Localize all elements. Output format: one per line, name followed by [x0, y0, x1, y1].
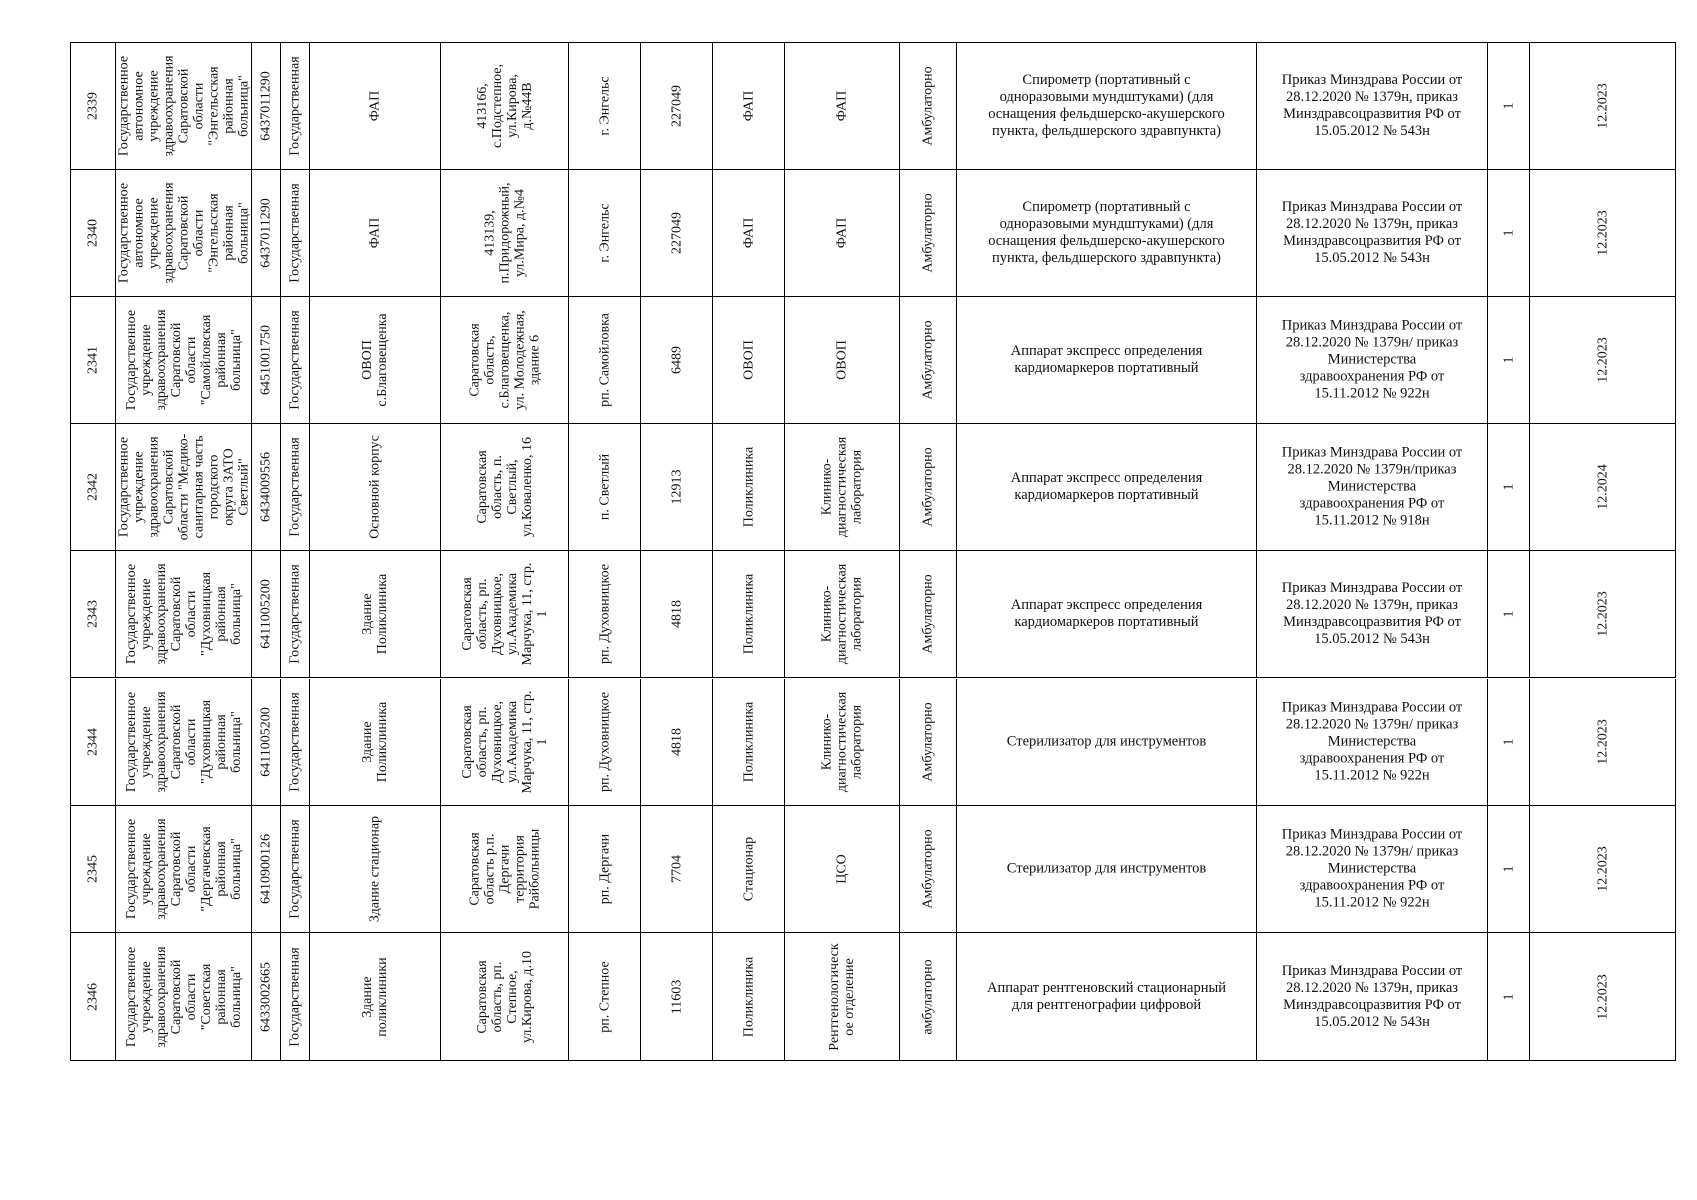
- quantity-cell: [1488, 170, 1530, 296]
- care-mode-cell-text: амбулаторно: [920, 958, 936, 1035]
- care-mode-cell-text: Амбулаторно: [920, 447, 936, 527]
- facility-type-cell: [713, 43, 785, 169]
- facility-type-cell-text: Стационар: [741, 836, 756, 902]
- equipment-cell: [957, 424, 1257, 550]
- address-cell: [441, 170, 569, 296]
- unit-cell: [785, 933, 900, 1060]
- inn-cell: [252, 679, 281, 805]
- care-mode-cell: [900, 170, 957, 296]
- care-mode-cell-text: Амбулаторно: [920, 320, 936, 400]
- facility-type-cell: [713, 806, 785, 932]
- address-cell-text: Саратовская область, с.Благовещенка, ул. Молодежная, здание 6: [467, 310, 542, 410]
- population-cell: [641, 933, 713, 1060]
- building-cell: [310, 424, 441, 550]
- quantity-cell-text: 1: [1501, 229, 1516, 237]
- building-cell: [310, 170, 441, 296]
- facility-type-cell: [713, 424, 785, 550]
- care-mode-cell: [900, 933, 957, 1060]
- building-cell-text: ФАП: [367, 217, 383, 249]
- equipment-cell-text: Аппарат экспресс определения кардиомаркеров портативный: [1010, 597, 1203, 630]
- inn-cell: [252, 933, 281, 1060]
- inn-cell-text: 6411005200: [258, 579, 274, 649]
- ownership-cell: [281, 806, 310, 932]
- organization-cell-text: Государственное учреждение здравоохранения Саратовской области "Медико- санитарная часть городского округа ЗАТО Светлый": [116, 433, 251, 541]
- row-number-cell-text: 2339: [85, 92, 101, 120]
- organization-cell-text: Государственное учреждение здравоохранения Саратовской области "Советская районная больница": [123, 945, 244, 1048]
- population-cell-text: 7704: [669, 855, 684, 883]
- inn-cell-text: 6437011290: [258, 198, 274, 268]
- population-cell: [641, 424, 713, 550]
- unit-cell-text: ОВОП: [834, 340, 850, 380]
- address-cell: [441, 297, 569, 423]
- address-cell-text: Саратовская область р.п. Дергачи территория Райбольницы: [467, 828, 542, 910]
- building-cell-text: ФАП: [367, 90, 383, 122]
- table-row: [71, 43, 1676, 170]
- ownership-cell-text: Государственная: [287, 310, 303, 410]
- equipment-cell-text: Стерилизатор для инструментов: [1006, 860, 1207, 877]
- quantity-cell-text: 1: [1501, 993, 1516, 1000]
- equipment-cell: [957, 679, 1257, 805]
- order-cell: [1257, 297, 1488, 423]
- facility-type-cell-text: ОВОП: [741, 340, 756, 380]
- unit-cell: [785, 297, 900, 423]
- population-cell: [641, 297, 713, 423]
- ownership-cell-text: Государственная: [287, 56, 303, 156]
- inn-cell: [252, 551, 281, 677]
- order-cell: [1257, 933, 1488, 1060]
- date-cell-text: 12.2023: [1595, 719, 1610, 765]
- date-cell: [1530, 43, 1676, 169]
- row-number-cell: [71, 43, 116, 169]
- population-cell: [641, 43, 713, 169]
- town-cell-text: рп. Духовницкое: [597, 563, 612, 665]
- town-cell: [569, 933, 641, 1060]
- care-mode-cell-text: Амбулаторно: [920, 193, 936, 273]
- care-mode-cell: [900, 806, 957, 932]
- unit-cell: [785, 679, 900, 805]
- care-mode-cell-text: Амбулаторно: [920, 574, 936, 654]
- row-number-cell: [71, 424, 116, 550]
- facility-type-cell: [713, 297, 785, 423]
- address-cell-text: Саратовская область, п. Светлый, ул.Коваленко, 16: [474, 436, 535, 538]
- ownership-cell: [281, 679, 310, 805]
- equipment-cell: [957, 933, 1257, 1060]
- inn-cell: [252, 43, 281, 169]
- organization-cell: [116, 933, 252, 1060]
- address-cell: [441, 43, 569, 169]
- ownership-cell-text: Государственная: [287, 183, 303, 283]
- inn-cell-text: 6411005200: [258, 707, 274, 777]
- equipment-cell-text: Аппарат рентгеновский стационарный для рентгенографии цифровой: [987, 979, 1226, 1013]
- unit-cell-text: Клинико- диагностическая лаборатория: [819, 691, 865, 793]
- population-cell-text: 11603: [669, 979, 684, 1014]
- quantity-cell-text: 1: [1501, 610, 1516, 618]
- facility-type-cell: [713, 551, 785, 677]
- facility-type-cell-text: ФАП: [741, 217, 756, 249]
- care-mode-cell: [900, 297, 957, 423]
- ownership-cell-text: Государственная: [287, 819, 303, 919]
- order-cell-text: Приказ Минздрава России от 28.12.2020 № 1379н/ приказ Министерства здравоохранения РФ от 15.11.2012 № 922н: [1281, 699, 1463, 784]
- equipment-cell: [957, 806, 1257, 932]
- date-cell: [1530, 170, 1676, 296]
- order-cell-text: Приказ Минздрава России от 28.12.2020 № 1379н, приказ Минздравсоцразвития РФ от 15.05.2012 № 543н: [1281, 580, 1463, 647]
- town-cell-text: рп. Самойловка: [597, 313, 612, 407]
- row-number-cell-text: 2340: [85, 219, 101, 247]
- address-cell: [441, 806, 569, 932]
- date-cell-text: 12.2023: [1595, 846, 1610, 892]
- table-row: [71, 297, 1676, 424]
- row-number-cell: [71, 297, 116, 423]
- quantity-cell: [1488, 297, 1530, 423]
- row-number-cell: [71, 806, 116, 932]
- ownership-cell: [281, 170, 310, 296]
- care-mode-cell-text: Амбулаторно: [920, 829, 936, 909]
- order-cell: [1257, 679, 1488, 805]
- unit-cell-text: ЦСО: [834, 854, 850, 884]
- population-cell: [641, 679, 713, 805]
- organization-cell-text: Государственное учреждение здравоохранения Саратовской области "Дергачевская районная больница": [123, 818, 244, 920]
- order-cell-text: Приказ Минздрава России от 28.12.2020 № 1379н/ приказ Министерства здравоохранения РФ от 15.11.2012 № 922н: [1281, 826, 1463, 911]
- organization-cell: [116, 424, 252, 550]
- facility-type-cell-text: Поликлиника: [741, 956, 756, 1037]
- building-cell-text: Здание Поликлиника: [360, 701, 390, 783]
- building-cell-text: Здание стационар: [367, 815, 383, 923]
- town-cell: [569, 806, 641, 932]
- population-cell-text: 227049: [669, 85, 684, 127]
- population-cell: [641, 806, 713, 932]
- facility-type-cell-text: Поликлиника: [741, 573, 756, 655]
- town-cell-text: г. Энгельс: [597, 76, 612, 136]
- address-cell-text: 413166, с.Подстепное, ул.Кирова, д.№44В: [474, 64, 535, 148]
- table-row: [71, 933, 1676, 1061]
- population-cell: [641, 170, 713, 296]
- town-cell: [569, 424, 641, 550]
- ownership-cell: [281, 551, 310, 677]
- town-cell: [569, 297, 641, 423]
- unit-cell: [785, 424, 900, 550]
- equipment-cell-text: Спирометр (портативный с одноразовыми мундштуками) (для оснащения фельдшерско-акушерского пункта, фельдшерского здравпункта): [988, 199, 1225, 266]
- facility-type-cell-text: Поликлиника: [741, 446, 756, 528]
- care-mode-cell-text: Амбулаторно: [920, 66, 936, 146]
- building-cell: [310, 43, 441, 169]
- quantity-cell: [1488, 679, 1530, 805]
- equipment-cell: [957, 170, 1257, 296]
- ownership-cell-text: Государственная: [287, 946, 303, 1047]
- building-cell: [310, 297, 441, 423]
- unit-cell-text: Рентгенологическ ое отделение: [827, 942, 857, 1051]
- ownership-cell: [281, 43, 310, 169]
- unit-cell-text: ФАП: [834, 90, 850, 122]
- ownership-cell-text: Государственная: [287, 437, 303, 537]
- facility-type-cell: [713, 933, 785, 1060]
- inn-cell-text: 6434009556: [258, 452, 274, 522]
- ownership-cell: [281, 933, 310, 1060]
- equipment-cell-text: Аппарат экспресс определения кардиомаркеров портативный: [1010, 470, 1203, 503]
- town-cell-text: рп. Степное: [597, 960, 612, 1033]
- date-cell: [1530, 297, 1676, 423]
- quantity-cell-text: 1: [1501, 865, 1516, 873]
- table-row: [71, 424, 1676, 551]
- town-cell-text: рп. Дергачи: [597, 833, 612, 905]
- care-mode-cell: [900, 551, 957, 677]
- organization-cell: [116, 679, 252, 805]
- address-cell: [441, 424, 569, 550]
- inn-cell: [252, 806, 281, 932]
- quantity-cell: [1488, 43, 1530, 169]
- table-row: [71, 806, 1676, 933]
- building-cell: [310, 933, 441, 1060]
- unit-cell-text: Клинико- диагностическая лаборатория: [819, 436, 865, 538]
- equipment-cell: [957, 297, 1257, 423]
- order-cell-text: Приказ Минздрава России от 28.12.2020 № 1379н/приказ Министерства здравоохранения РФ от 15.11.2012 № 918н: [1281, 444, 1463, 529]
- row-number-cell-text: 2342: [85, 473, 101, 501]
- inn-cell: [252, 170, 281, 296]
- date-cell-text: 12.2023: [1595, 83, 1610, 129]
- address-cell-text: Саратовская область, рп. Степное, ул.Кирова, д.10: [474, 950, 535, 1043]
- quantity-cell-text: 1: [1501, 483, 1516, 491]
- organization-cell-text: Государственное учреждение здравоохранения Саратовской области "Самойловская районная больница": [123, 309, 244, 411]
- row-number-cell-text: 2344: [85, 728, 101, 756]
- row-number-cell-text: 2346: [85, 982, 101, 1011]
- order-cell: [1257, 424, 1488, 550]
- date-cell: [1530, 424, 1676, 550]
- order-cell: [1257, 170, 1488, 296]
- town-cell: [569, 170, 641, 296]
- inn-cell-text: 6433002665: [258, 961, 274, 1032]
- table-row: [71, 551, 1676, 678]
- organization-cell: [116, 43, 252, 169]
- date-cell-text: 12.2023: [1595, 591, 1610, 637]
- town-cell-text: рп. Духовницкое: [597, 691, 612, 793]
- date-cell: [1530, 679, 1676, 805]
- unit-cell: [785, 806, 900, 932]
- order-cell: [1257, 551, 1488, 677]
- town-cell: [569, 679, 641, 805]
- quantity-cell: [1488, 551, 1530, 677]
- unit-cell-text: ФАП: [834, 217, 850, 249]
- quantity-cell-text: 1: [1501, 738, 1516, 746]
- equipment-cell: [957, 551, 1257, 677]
- equipment-cell-text: Аппарат экспресс определения кардиомаркеров портативный: [1010, 343, 1203, 376]
- equipment-cell-text: Стерилизатор для инструментов: [1006, 733, 1207, 750]
- address-cell-text: 413139, п.Придорожный, ул.Мира, д.№4: [482, 182, 527, 284]
- row-number-cell-text: 2345: [85, 855, 101, 883]
- building-cell: [310, 806, 441, 932]
- order-cell: [1257, 43, 1488, 169]
- inn-cell-text: 6410900126: [258, 834, 274, 904]
- ownership-cell: [281, 424, 310, 550]
- building-cell: [310, 679, 441, 805]
- care-mode-cell: [900, 679, 957, 805]
- address-cell-text: Саратовская область, рп. Духовницкое, ул.Академика Марчука, 11, стр. 1: [459, 690, 550, 794]
- order-cell-text: Приказ Минздрава России от 28.12.2020 № 1379н, приказ Минздравсоцразвития РФ от 15.05.2012 № 543н: [1281, 72, 1463, 139]
- organization-cell-text: Государственное автономное учреждение здравоохранения Саратовской области "Энгельсская районная больница": [116, 182, 251, 284]
- quantity-cell: [1488, 424, 1530, 550]
- building-cell-text: Здание Поликлиника: [360, 573, 390, 655]
- population-cell-text: 4818: [669, 728, 684, 756]
- facility-type-cell: [713, 679, 785, 805]
- unit-cell: [785, 551, 900, 677]
- order-cell: [1257, 806, 1488, 932]
- quantity-cell: [1488, 806, 1530, 932]
- town-cell: [569, 43, 641, 169]
- organization-cell: [116, 170, 252, 296]
- address-cell: [441, 933, 569, 1060]
- date-cell: [1530, 551, 1676, 677]
- inn-cell-text: 6437011290: [258, 71, 274, 141]
- date-cell-text: 12.2023: [1595, 337, 1610, 383]
- table-row: [71, 170, 1676, 297]
- building-cell-text: Основной корпус: [367, 435, 383, 539]
- facility-type-cell-text: ФАП: [741, 90, 756, 122]
- table-row: [71, 679, 1676, 806]
- equipment-table: [70, 42, 1676, 1061]
- population-cell-text: 6489: [669, 346, 684, 374]
- inn-cell-text: 6451001750: [258, 325, 274, 395]
- unit-cell: [785, 170, 900, 296]
- equipment-cell: [957, 43, 1257, 169]
- facility-type-cell-text: Поликлиника: [741, 701, 756, 783]
- ownership-cell: [281, 297, 310, 423]
- organization-cell: [116, 551, 252, 677]
- building-cell-text: Здание поликлиники: [360, 956, 390, 1037]
- population-cell: [641, 551, 713, 677]
- organization-cell-text: Государственное учреждение здравоохранения Саратовской области "Духовницкая районная больница": [123, 563, 244, 665]
- date-cell-text: 12.2024: [1595, 464, 1610, 510]
- ownership-cell-text: Государственная: [287, 692, 303, 792]
- organization-cell: [116, 297, 252, 423]
- address-cell: [441, 679, 569, 805]
- population-cell-text: 4818: [669, 600, 684, 628]
- inn-cell: [252, 424, 281, 550]
- building-cell-text: ОВОП с.Благовещенка: [360, 313, 390, 407]
- row-number-cell-text: 2343: [85, 600, 101, 628]
- address-cell-text: Саратовская область, рп. Духовницкое, ул.Академика Марчука, 11, стр. 1: [459, 562, 550, 666]
- quantity-cell-text: 1: [1501, 356, 1516, 364]
- date-cell: [1530, 933, 1676, 1060]
- row-number-cell-text: 2341: [85, 346, 101, 374]
- care-mode-cell: [900, 424, 957, 550]
- town-cell-text: п. Светлый: [597, 453, 612, 521]
- organization-cell-text: Государственное автономное учреждение здравоохранения Саратовской области "Энгельсская районная больница": [116, 55, 251, 157]
- row-number-cell: [71, 679, 116, 805]
- population-cell-text: 12913: [669, 469, 684, 505]
- ownership-cell-text: Государственная: [287, 564, 303, 664]
- population-cell-text: 227049: [669, 212, 684, 254]
- quantity-cell: [1488, 933, 1530, 1060]
- care-mode-cell: [900, 43, 957, 169]
- care-mode-cell-text: Амбулаторно: [920, 702, 936, 782]
- facility-type-cell: [713, 170, 785, 296]
- inn-cell: [252, 297, 281, 423]
- organization-cell: [116, 806, 252, 932]
- quantity-cell-text: 1: [1501, 102, 1516, 110]
- date-cell-text: 12.2023: [1595, 973, 1610, 1020]
- row-number-cell: [71, 170, 116, 296]
- address-cell: [441, 551, 569, 677]
- date-cell: [1530, 806, 1676, 932]
- equipment-cell-text: Спирометр (портативный с одноразовыми мундштуками) (для оснащения фельдшерско-акушерского пункта, фельдшерского здравпункта): [988, 72, 1225, 139]
- date-cell-text: 12.2023: [1595, 210, 1610, 256]
- order-cell-text: Приказ Минздрава России от 28.12.2020 № 1379н, приказ Минздравсоцразвития РФ от 15.05.2012 № 543н: [1281, 962, 1463, 1030]
- organization-cell-text: Государственное учреждение здравоохранения Саратовской области "Духовницкая районная больница": [123, 691, 244, 793]
- order-cell-text: Приказ Минздрава России от 28.12.2020 № 1379н, приказ Минздравсоцразвития РФ от 15.05.2012 № 543н: [1281, 199, 1463, 266]
- row-number-cell: [71, 551, 116, 677]
- row-number-cell: [71, 933, 116, 1060]
- town-cell-text: г. Энгельс: [597, 203, 612, 263]
- building-cell: [310, 551, 441, 677]
- unit-cell-text: Клинико- диагностическая лаборатория: [819, 563, 865, 665]
- order-cell-text: Приказ Минздрава России от 28.12.2020 № 1379н/ приказ Министерства здравоохранения РФ от 15.11.2012 № 922н: [1281, 317, 1463, 402]
- unit-cell: [785, 43, 900, 169]
- town-cell: [569, 551, 641, 677]
